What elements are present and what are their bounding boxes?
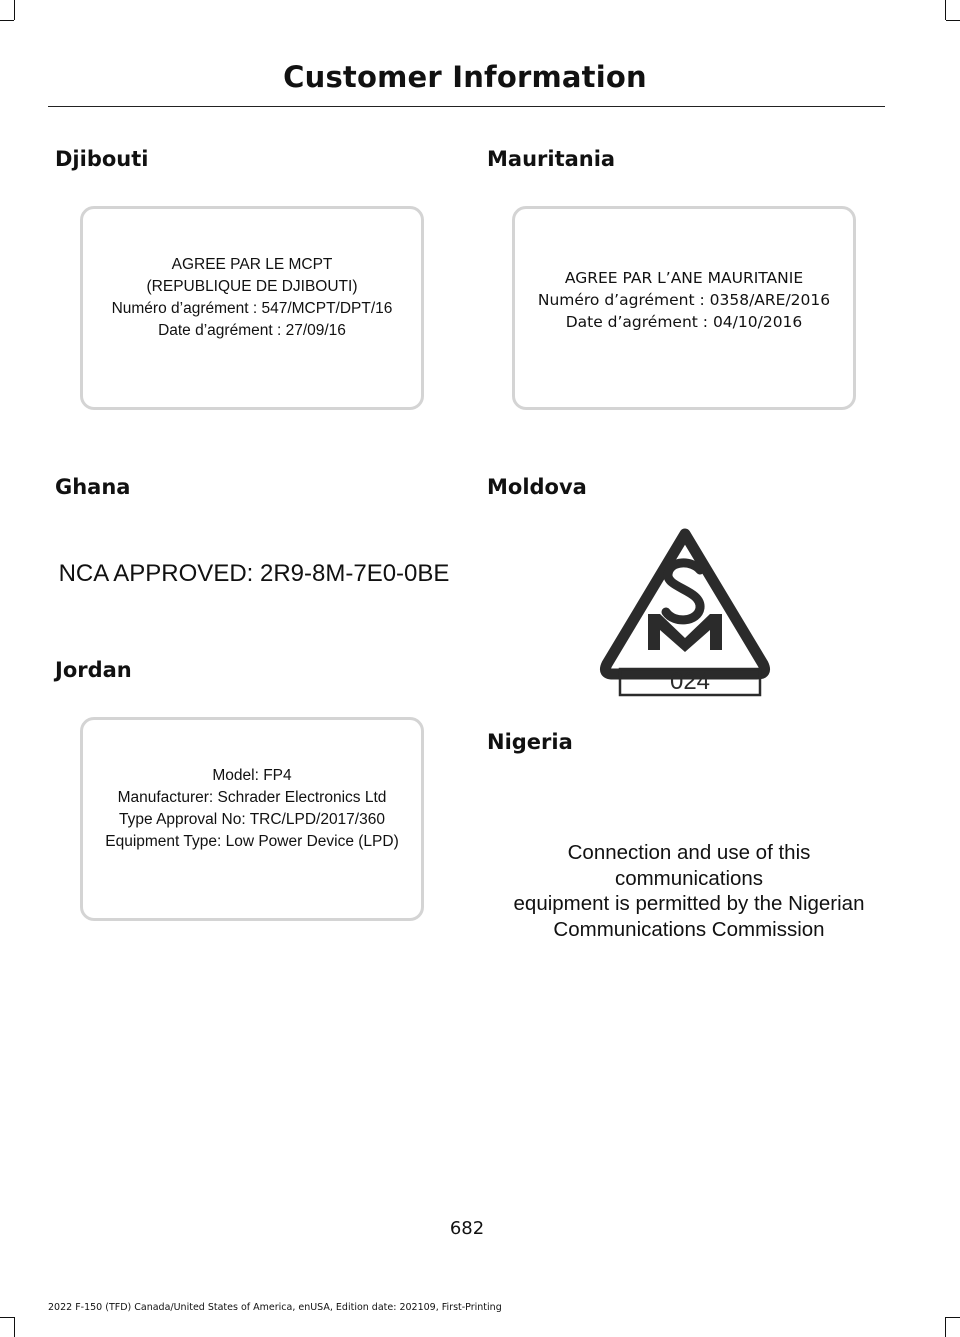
djibouti-label-line: Numéro d’agrément : 547/MCPT/DPT/16	[111, 300, 393, 317]
jordan-label-line: Equipment Type: Low Power Device (LPD)	[105, 833, 399, 850]
mauritania-label-line: AGREE PAR L’ANE MAURITANIE	[564, 269, 804, 287]
page-title: Customer Information	[283, 60, 647, 94]
crop-mark-bottom-left	[14, 1317, 15, 1337]
heading-moldova: Moldova	[487, 475, 587, 499]
crop-mark-top-left	[0, 20, 14, 21]
jordan-label-text	[105, 765, 399, 853]
heading-djibouti: Djibouti	[55, 147, 149, 171]
page-number: 682	[449, 1218, 485, 1239]
crop-mark-top-left	[14, 0, 15, 20]
edition-footer: 2022 F-150 (TFD) Canada/United States of America, enUSA, Edition date: 202109, First-Printing	[48, 1302, 502, 1313]
djibouti-approval-label	[80, 206, 424, 410]
nigeria-statement	[488, 840, 890, 942]
nigeria-statement-line: equipment is permitted by the Nigerian	[513, 892, 865, 915]
nigeria-statement-line: Connection and use of this	[567, 841, 811, 864]
mauritania-approval-label	[512, 206, 856, 410]
crop-mark-top-right	[945, 0, 946, 20]
nigeria-statement-line: Communications Commission	[553, 917, 825, 941]
heading-jordan: Jordan	[55, 658, 132, 682]
crop-mark-bottom-right	[945, 1317, 946, 1337]
jordan-label-line: Manufacturer: Schrader Electronics Ltd	[117, 789, 387, 806]
crop-mark-bottom-left	[0, 1317, 14, 1318]
jordan-approval-label	[80, 717, 424, 921]
mauritania-label-text	[538, 267, 830, 333]
jordan-label-line: Model: FP4	[212, 767, 292, 784]
mauritania-label-line: Numéro d’agrément : 0358/ARE/2016	[537, 291, 831, 309]
djibouti-label-line: (REPUBLIQUE DE DJIBOUTI)	[146, 278, 358, 295]
crop-mark-bottom-right	[946, 1317, 960, 1318]
djibouti-label-line: Date d’agrément : 27/09/16	[158, 322, 346, 339]
header-divider	[48, 106, 885, 107]
djibouti-label-line: AGREE PAR LE MCPT	[171, 256, 333, 273]
mauritania-label-line: Date d’agrément : 04/10/2016	[565, 313, 803, 331]
jordan-label-line: Type Approval No: TRC/LPD/2017/360	[119, 811, 385, 828]
moldova-mark-code: 024	[669, 668, 711, 695]
heading-ghana: Ghana	[55, 475, 131, 499]
djibouti-label-text	[112, 254, 393, 342]
sm-conformity-mark-icon	[596, 516, 774, 706]
crop-mark-top-right	[946, 20, 960, 21]
ghana-approval-number: NCA APPROVED: 2R9-8M-7E0-0BE	[58, 560, 450, 587]
heading-nigeria: Nigeria	[487, 730, 573, 754]
nigeria-statement-line: communications	[614, 866, 764, 890]
heading-mauritania: Mauritania	[487, 147, 616, 171]
